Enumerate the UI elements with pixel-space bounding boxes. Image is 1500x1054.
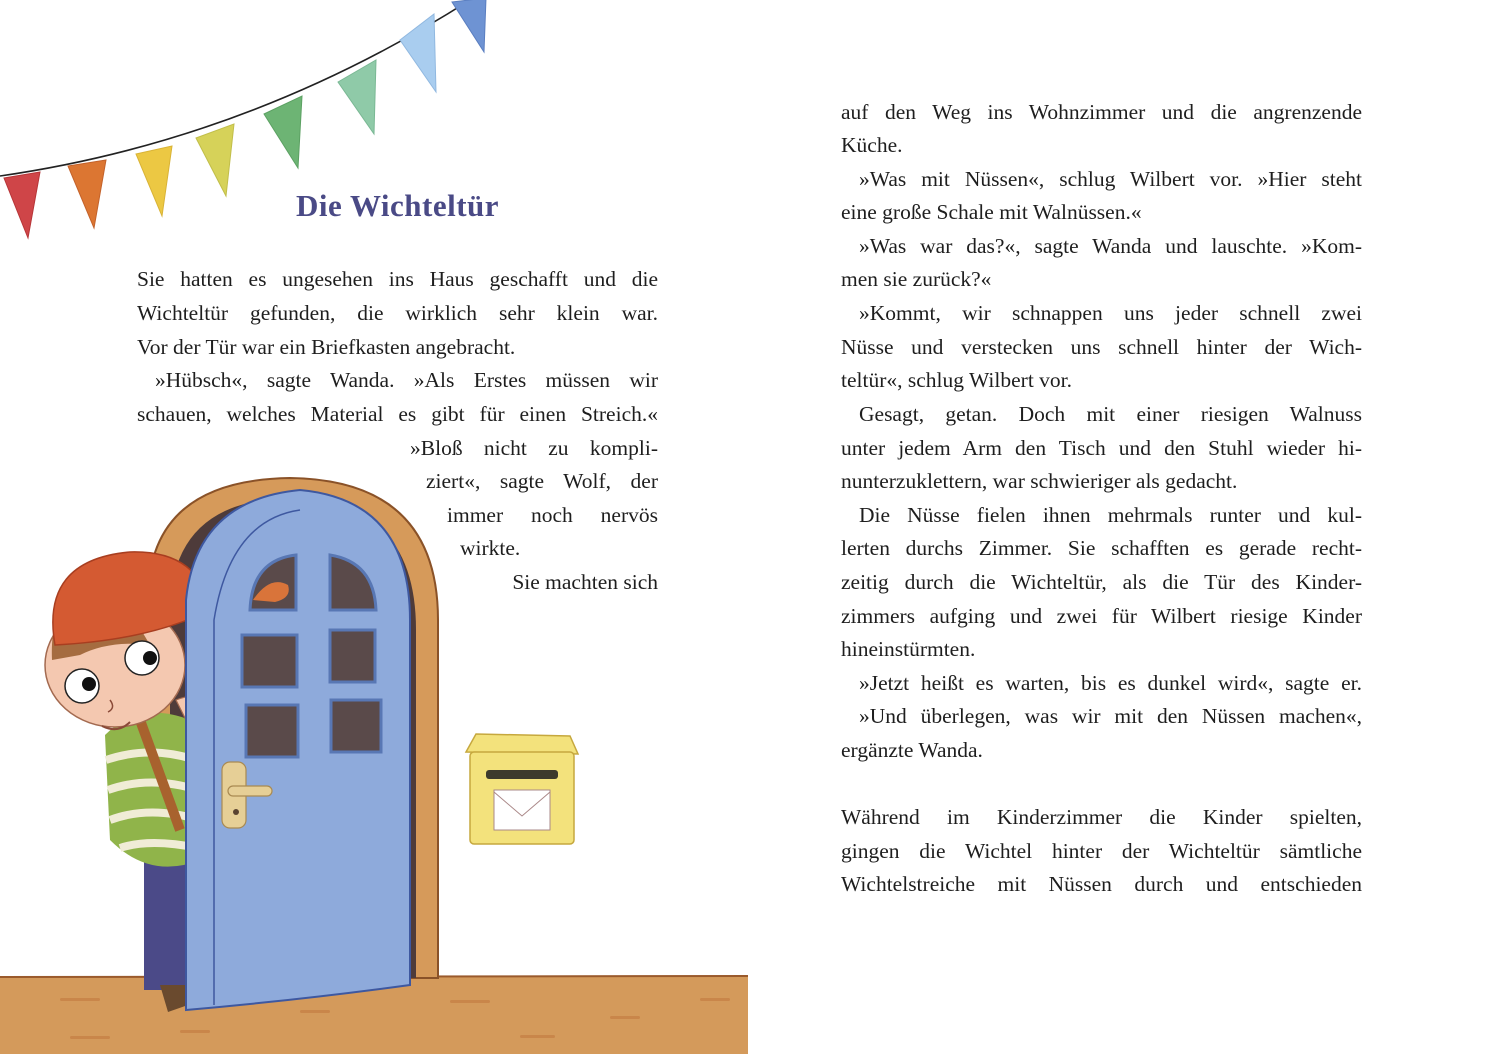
text-line: zeitig durch die Wichteltür, als die Tür des Kinder- [841, 570, 1362, 594]
text-line: men sie zurück?« [841, 267, 992, 291]
text-line: »Jetzt heißt es warten, bis es dunkel wird«, sagte er. [859, 671, 1362, 695]
text-line: »Kommt, wir schnappen uns jeder schnell zwei [859, 301, 1362, 325]
text-line: auf den Weg ins Wohnzimmer und die angrenzende [841, 100, 1362, 124]
text-line: »Und überlegen, was wir mit den Nüssen machen«, [859, 704, 1362, 728]
text-line: Nüsse und verstecken uns schnell hinter der Wich- [841, 335, 1362, 359]
text-line: immer noch nervös [447, 503, 658, 527]
text-line: »Was mit Nüssen«, schlug Wilbert vor. »Hier steht [859, 167, 1362, 191]
text-line: Küche. [841, 133, 903, 157]
text-line: nunterzuklettern, war schwieriger als gedacht. [841, 469, 1238, 493]
text-line: wirkte. [460, 536, 521, 560]
text-line: »Bloß nicht zu kompli- [410, 436, 658, 460]
text-line: Während im Kinderzimmer die Kinder spielten, [841, 805, 1362, 829]
text-line: gingen die Wichtel hinter der Wichteltür sämtliche [841, 839, 1362, 863]
mailbox [466, 734, 578, 844]
text-line: teltür«, schlug Wilbert vor. [841, 368, 1073, 392]
text-line: Wichtelstreiche mit Nüssen durch und entschieden [841, 872, 1362, 896]
text-line: ziert«, sagte Wolf, der [426, 469, 658, 493]
text-line: Sie hatten es ungesehen ins Haus geschafft und die [137, 267, 658, 291]
text-line: »Was war das?«, sagte Wanda und lauschte. »Kom- [859, 234, 1362, 258]
text-line: Vor der Tür war ein Briefkasten angebracht. [137, 335, 516, 359]
text-line: Sie machten sich [512, 570, 658, 594]
text-line: ergänzte Wanda. [841, 738, 983, 762]
text-line: »Hübsch«, sagte Wanda. »Als Erstes müssen wir [155, 368, 658, 392]
right-page [750, 0, 1500, 1054]
text-line: lerten durchs Zimmer. Sie schafften es gerade recht- [841, 536, 1362, 560]
text-line: schauen, welches Material es gibt für einen Streich.« [137, 402, 658, 426]
text-line: hineinstürmten. [841, 637, 976, 661]
text-line: Gesagt, getan. Doch mit einer riesigen Walnuss [859, 402, 1362, 426]
text-line: unter jedem Arm den Tisch und den Stuhl wieder hi- [841, 436, 1362, 460]
chapter-title: Die Wichteltür [296, 188, 500, 223]
text-line: zimmers aufging und zwei für Wilbert riesige Kinder [841, 604, 1362, 628]
text-line: eine große Schale mit Walnüssen.« [841, 200, 1142, 224]
text-line: Die Nüsse fielen ihnen mehrmals runter und kul- [859, 503, 1362, 527]
door-leaf [186, 490, 410, 1010]
text-line: Wichteltür gefunden, die wirklich sehr klein war. [137, 301, 658, 325]
